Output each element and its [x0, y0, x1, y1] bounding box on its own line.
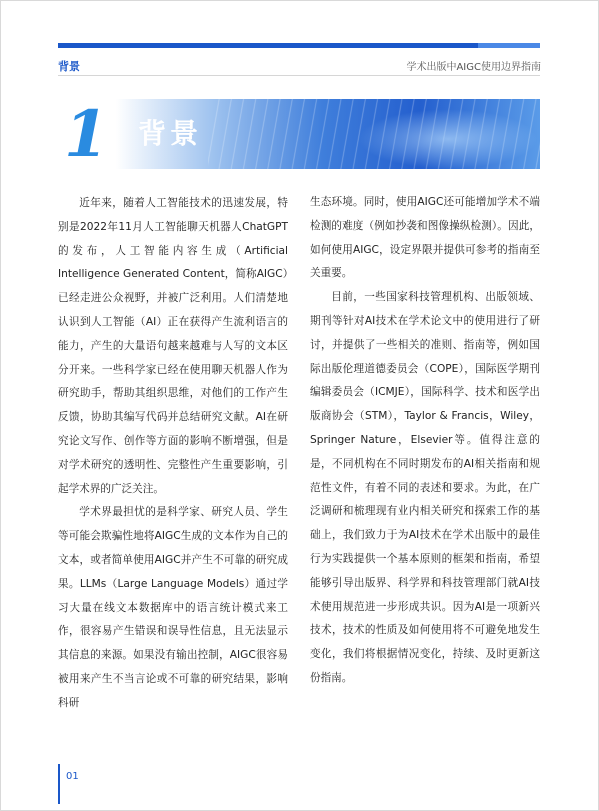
header-accent-bar — [58, 43, 540, 48]
paragraph: 学术界最担忧的是科学家、研究人员、学生等可能会欺骗性地将AIGC生成的文本作为自己的文本，或者简单使用AIGC并产生不可靠的研究成果。LLMs（Large Language Models）通过学习大量在线文本数据库中的语言统计模式来工作，很容易产生错误和误导性信息，且无法显示其信息的来源。如果没有输出控制，AIGC很容易被用来产生不当言论或不可靠的研究结果，影响科研 — [58, 506, 288, 709]
section-tag: 背景 — [58, 60, 80, 73]
header-divider — [58, 75, 540, 76]
running-document-title: 学术出版中AIGC使用边界指南 — [406, 62, 541, 73]
chapter-title: 背景 — [138, 117, 203, 150]
left-column — [58, 192, 288, 716]
paragraph: 目前，一些国家科技管理机构、出版领域、期刊等针对AI技术在学术论文中的使用进行了研讨，并提供了一些相关的准则、指南等，例如国际出版伦理道德委员会（COPE），国际医学期刊编辑委员会（ICMJE），国际科学、技术和医学出版商协会（STM），Taylor & Francis，Wiley，Springer Nature，Elsevier等。值得注意的是，不同机构在不同时期发布的AI相关指南和规范性文件，有着不同的表述和要求。为此，在广泛调研和梳理现有业内相关研究和探索工作的基础上，我们致力于为AI技术在学术出版中的最佳行为实践提供一个基本原则的框架和指南，希望能够引导出版界、科学界和科技管理部门就AI技术使用规范进一步形成共识。因为AI是一项新兴技术，技术的性质及如何使用将不可避免地发生变化，我们将根据情况变化，持续、及时更新这份指南。 — [310, 291, 540, 684]
page-number: 01 — [66, 771, 79, 782]
chapter-banner — [58, 97, 540, 172]
paragraph: 生态环境。同时，使用AIGC还可能增加学术不端检测的难度（例如抄袭和图像操纵检测）。因此，如何使用AIGC，设定界限并提供可参考的指南至关重要。 — [310, 196, 540, 280]
paragraph: 近年来，随着人工智能技术的迅速发展，特别是2022年11月人工智能聊天机器人ChatGPT的发布，人工智能内容生成（Artificial Intelligence Generated Content，简称AIGC）已经走进公众视野，并被广泛利用。人们清楚地认识到人工智能（AI）正在获得产生流利语言的能力，产生的大量语句越来越难与人写的文本区分开来。一些科学家已经在使用聊天机器人作为研究助手，帮助其组织思维，对他们的工作产生反馈，协助其编写代码并总结研究文献。AI在研究论文写作、创作等方面的影响不断增强，但是对学术研究的透明性、完整性产生重要影响，引起学术界的广泛关注。 — [58, 197, 288, 495]
chapter-number: 1 — [64, 97, 109, 172]
right-column — [310, 191, 540, 691]
footer-accent-line — [58, 764, 60, 804]
